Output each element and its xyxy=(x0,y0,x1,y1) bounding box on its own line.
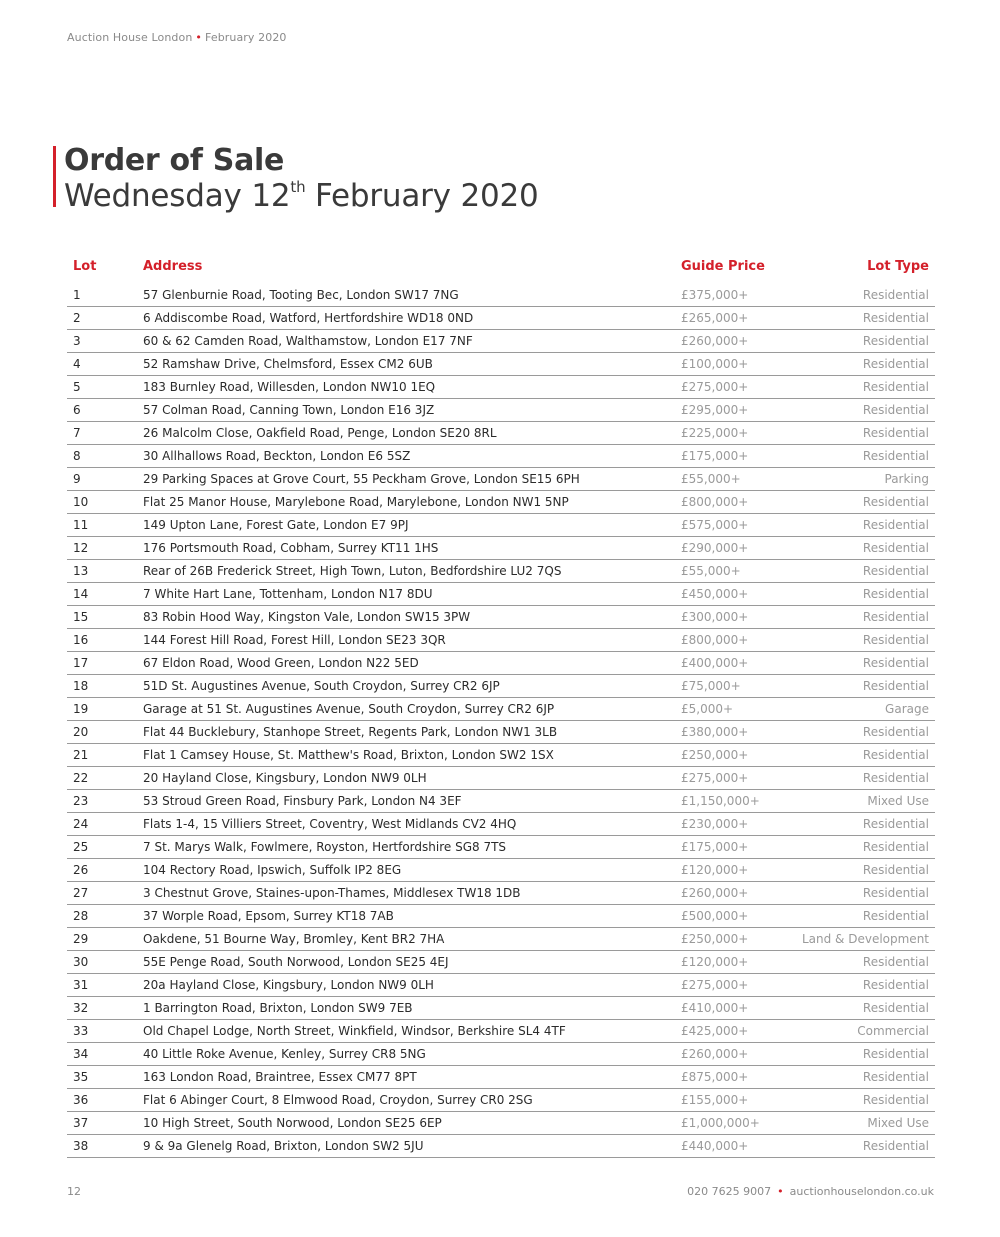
lot-type: Residential xyxy=(801,445,935,468)
lot-address: Flat 6 Abinger Court, 8 Elmwood Road, Croydon, Surrey CR0 2SG xyxy=(143,1089,681,1112)
column-header-guide-price: Guide Price xyxy=(681,259,765,274)
lot-guide-price: £300,000+ xyxy=(681,606,801,629)
lot-address: 6 Addiscombe Road, Watford, Hertfordshire WD18 0ND xyxy=(143,307,681,330)
lot-guide-price: £260,000+ xyxy=(681,330,801,353)
lot-number: 18 xyxy=(67,675,143,698)
lot-number: 24 xyxy=(67,813,143,836)
lot-guide-price: £500,000+ xyxy=(681,905,801,928)
title-block xyxy=(53,143,539,214)
lot-address: 20a Hayland Close, Kingsbury, London NW9 0LH xyxy=(143,974,681,997)
lot-guide-price: £155,000+ xyxy=(681,1089,801,1112)
lot-address: 83 Robin Hood Way, Kingston Vale, London SW15 3PW xyxy=(143,606,681,629)
table-row xyxy=(67,721,935,744)
lot-type: Residential xyxy=(801,583,935,606)
lot-type: Land & Development xyxy=(801,928,935,951)
lot-number: 3 xyxy=(67,330,143,353)
table-row xyxy=(67,836,935,859)
table-row xyxy=(67,422,935,445)
lot-type: Residential xyxy=(801,537,935,560)
lot-type: Residential xyxy=(801,951,935,974)
lot-number: 14 xyxy=(67,583,143,606)
lot-type: Garage xyxy=(801,698,935,721)
lot-guide-price: £290,000+ xyxy=(681,537,801,560)
table-row xyxy=(67,675,935,698)
lot-guide-price: £55,000+ xyxy=(681,468,801,491)
lot-guide-price: £260,000+ xyxy=(681,1043,801,1066)
lot-number: 13 xyxy=(67,560,143,583)
lot-type: Residential xyxy=(801,675,935,698)
lot-number: 10 xyxy=(67,491,143,514)
page-subtitle xyxy=(64,178,539,214)
lot-type: Residential xyxy=(801,330,935,353)
lot-address: 149 Upton Lane, Forest Gate, London E7 9PJ xyxy=(143,514,681,537)
lot-address: 51D St. Augustines Avenue, South Croydon, Surrey CR2 6JP xyxy=(143,675,681,698)
lot-number: 7 xyxy=(67,422,143,445)
lot-type: Commercial xyxy=(801,1020,935,1043)
table-row xyxy=(67,606,935,629)
lot-type: Mixed Use xyxy=(801,1112,935,1135)
table-row xyxy=(67,1020,935,1043)
table-row xyxy=(67,928,935,951)
table-row xyxy=(67,1043,935,1066)
lot-number: 30 xyxy=(67,951,143,974)
lot-address: Garage at 51 St. Augustines Avenue, South Croydon, Surrey CR2 6JP xyxy=(143,698,681,721)
lot-number: 25 xyxy=(67,836,143,859)
lot-address: 53 Stroud Green Road, Finsbury Park, London N4 3EF xyxy=(143,790,681,813)
lot-guide-price: £265,000+ xyxy=(681,307,801,330)
lot-address: 144 Forest Hill Road, Forest Hill, London SE23 3QR xyxy=(143,629,681,652)
lot-guide-price: £1,000,000+ xyxy=(681,1112,801,1135)
lot-number: 36 xyxy=(67,1089,143,1112)
lot-number: 32 xyxy=(67,997,143,1020)
lot-number: 29 xyxy=(67,928,143,951)
lot-type: Residential xyxy=(801,1066,935,1089)
lot-type: Residential xyxy=(801,813,935,836)
lot-address: Oakdene, 51 Bourne Way, Bromley, Kent BR2 7HA xyxy=(143,928,681,951)
table-row xyxy=(67,882,935,905)
subtitle-month-year: February 2020 xyxy=(315,178,539,214)
lot-guide-price: £120,000+ xyxy=(681,951,801,974)
lot-guide-price: £800,000+ xyxy=(681,629,801,652)
lot-guide-price: £275,000+ xyxy=(681,376,801,399)
lot-address: 20 Hayland Close, Kingsbury, London NW9 0LH xyxy=(143,767,681,790)
lot-type: Residential xyxy=(801,514,935,537)
page-number: 12 xyxy=(67,1185,81,1198)
table-row xyxy=(67,997,935,1020)
lot-guide-price: £440,000+ xyxy=(681,1135,801,1158)
lot-address: 7 St. Marys Walk, Fowlmere, Royston, Hertfordshire SG8 7TS xyxy=(143,836,681,859)
table-row xyxy=(67,1112,935,1135)
lot-type: Residential xyxy=(801,859,935,882)
table-row xyxy=(67,767,935,790)
lot-number: 20 xyxy=(67,721,143,744)
table-row xyxy=(67,376,935,399)
lot-number: 21 xyxy=(67,744,143,767)
running-header xyxy=(67,31,287,44)
lot-number: 5 xyxy=(67,376,143,399)
lot-number: 31 xyxy=(67,974,143,997)
table-body xyxy=(67,284,935,1158)
footer-contact xyxy=(687,1185,934,1198)
lot-address: Old Chapel Lodge, North Street, Winkfield, Windsor, Berkshire SL4 4TF xyxy=(143,1020,681,1043)
lot-number: 8 xyxy=(67,445,143,468)
lot-type: Residential xyxy=(801,1135,935,1158)
lot-type: Residential xyxy=(801,307,935,330)
order-of-sale-table xyxy=(67,256,935,1158)
lot-type: Residential xyxy=(801,721,935,744)
table-row xyxy=(67,974,935,997)
lot-address: 1 Barrington Road, Brixton, London SW9 7EB xyxy=(143,997,681,1020)
lot-guide-price: £175,000+ xyxy=(681,445,801,468)
lot-number: 16 xyxy=(67,629,143,652)
lot-type: Residential xyxy=(801,1043,935,1066)
lot-number: 37 xyxy=(67,1112,143,1135)
lot-address: 40 Little Roke Avenue, Kenley, Surrey CR8 5NG xyxy=(143,1043,681,1066)
table-row xyxy=(67,307,935,330)
lot-type: Residential xyxy=(801,353,935,376)
lot-guide-price: £800,000+ xyxy=(681,491,801,514)
table-row xyxy=(67,1135,935,1158)
lot-guide-price: £120,000+ xyxy=(681,859,801,882)
lot-number: 1 xyxy=(67,284,143,307)
footer-phone: 020 7625 9007 xyxy=(687,1185,772,1198)
lot-type: Residential xyxy=(801,606,935,629)
lot-type: Residential xyxy=(801,767,935,790)
lot-guide-price: £275,000+ xyxy=(681,974,801,997)
table-row xyxy=(67,652,935,675)
lot-address: Rear of 26B Frederick Street, High Town, Luton, Bedfordshire LU2 7QS xyxy=(143,560,681,583)
lot-type: Residential xyxy=(801,376,935,399)
lot-address: 10 High Street, South Norwood, London SE25 6EP xyxy=(143,1112,681,1135)
table-row xyxy=(67,629,935,652)
lot-address: 26 Malcolm Close, Oakfield Road, Penge, London SE20 8RL xyxy=(143,422,681,445)
lot-address: 60 & 62 Camden Road, Walthamstow, London E17 7NF xyxy=(143,330,681,353)
lot-type: Residential xyxy=(801,284,935,307)
lot-guide-price: £450,000+ xyxy=(681,583,801,606)
table-row xyxy=(67,744,935,767)
subtitle-weekday: Wednesday 12 xyxy=(64,178,291,214)
table-row xyxy=(67,560,935,583)
lot-guide-price: £225,000+ xyxy=(681,422,801,445)
lot-address: Flat 25 Manor House, Marylebone Road, Marylebone, London NW1 5NP xyxy=(143,491,681,514)
table-row xyxy=(67,514,935,537)
table-header-row xyxy=(67,256,935,284)
table-row xyxy=(67,445,935,468)
page-title: Order of Sale xyxy=(64,143,285,178)
lot-type: Parking xyxy=(801,468,935,491)
table-row xyxy=(67,491,935,514)
table-row xyxy=(67,698,935,721)
table-row xyxy=(67,468,935,491)
lot-guide-price: £250,000+ xyxy=(681,928,801,951)
lot-type: Residential xyxy=(801,997,935,1020)
lot-guide-price: £410,000+ xyxy=(681,997,801,1020)
lot-guide-price: £380,000+ xyxy=(681,721,801,744)
separator-dot-icon: • xyxy=(777,1185,784,1198)
lot-number: 34 xyxy=(67,1043,143,1066)
lot-address: Flats 1-4, 15 Villiers Street, Coventry, West Midlands CV2 4HQ xyxy=(143,813,681,836)
lot-number: 9 xyxy=(67,468,143,491)
lot-type: Residential xyxy=(801,974,935,997)
table-row xyxy=(67,1066,935,1089)
lot-number: 17 xyxy=(67,652,143,675)
table-row xyxy=(67,951,935,974)
lot-guide-price: £5,000+ xyxy=(681,698,801,721)
lot-number: 2 xyxy=(67,307,143,330)
lot-address: 3 Chestnut Grove, Staines-upon-Thames, Middlesex TW18 1DB xyxy=(143,882,681,905)
lot-number: 12 xyxy=(67,537,143,560)
lot-guide-price: £295,000+ xyxy=(681,399,801,422)
table-row xyxy=(67,790,935,813)
lot-address: 183 Burnley Road, Willesden, London NW10 1EQ xyxy=(143,376,681,399)
lot-guide-price: £75,000+ xyxy=(681,675,801,698)
table-row xyxy=(67,905,935,928)
lot-guide-price: £425,000+ xyxy=(681,1020,801,1043)
lot-guide-price: £55,000+ xyxy=(681,560,801,583)
lot-type: Residential xyxy=(801,422,935,445)
table-row xyxy=(67,859,935,882)
lot-number: 35 xyxy=(67,1066,143,1089)
table-row xyxy=(67,330,935,353)
lot-guide-price: £175,000+ xyxy=(681,836,801,859)
lot-address: 67 Eldon Road, Wood Green, London N22 5ED xyxy=(143,652,681,675)
table-row xyxy=(67,284,935,307)
column-header-lot-type: Lot Type xyxy=(867,259,929,274)
lot-guide-price: £250,000+ xyxy=(681,744,801,767)
lot-guide-price: £260,000+ xyxy=(681,882,801,905)
lot-number: 11 xyxy=(67,514,143,537)
lot-guide-price: £230,000+ xyxy=(681,813,801,836)
table-row xyxy=(67,537,935,560)
lot-address: 163 London Road, Braintree, Essex CM77 8PT xyxy=(143,1066,681,1089)
lot-address: 7 White Hart Lane, Tottenham, London N17 8DU xyxy=(143,583,681,606)
column-header-address: Address xyxy=(143,259,203,274)
lot-type: Residential xyxy=(801,905,935,928)
subtitle-ordinal: th xyxy=(290,178,306,196)
lot-number: 23 xyxy=(67,790,143,813)
lot-number: 22 xyxy=(67,767,143,790)
table-row xyxy=(67,353,935,376)
lot-number: 15 xyxy=(67,606,143,629)
lot-number: 6 xyxy=(67,399,143,422)
header-date: February 2020 xyxy=(205,31,287,44)
lot-type: Mixed Use xyxy=(801,790,935,813)
lot-type: Residential xyxy=(801,560,935,583)
lot-number: 26 xyxy=(67,859,143,882)
column-header-lot: Lot xyxy=(73,259,97,274)
lot-address: 176 Portsmouth Road, Cobham, Surrey KT11 1HS xyxy=(143,537,681,560)
lot-address: 57 Colman Road, Canning Town, London E16 3JZ xyxy=(143,399,681,422)
lot-number: 28 xyxy=(67,905,143,928)
lot-type: Residential xyxy=(801,629,935,652)
lot-address: Flat 44 Bucklebury, Stanhope Street, Regents Park, London NW1 3LB xyxy=(143,721,681,744)
lot-number: 27 xyxy=(67,882,143,905)
lot-address: 29 Parking Spaces at Grove Court, 55 Peckham Grove, London SE15 6PH xyxy=(143,468,681,491)
lot-address: 52 Ramshaw Drive, Chelmsford, Essex CM2 6UB xyxy=(143,353,681,376)
lot-guide-price: £400,000+ xyxy=(681,652,801,675)
lot-number: 4 xyxy=(67,353,143,376)
lot-address: 37 Worple Road, Epsom, Surrey KT18 7AB xyxy=(143,905,681,928)
lot-address: 55E Penge Road, South Norwood, London SE25 4EJ xyxy=(143,951,681,974)
publisher-name: Auction House London xyxy=(67,31,193,44)
lot-address: 57 Glenburnie Road, Tooting Bec, London SW17 7NG xyxy=(143,284,681,307)
lot-guide-price: £1,150,000+ xyxy=(681,790,801,813)
lot-type: Residential xyxy=(801,652,935,675)
lot-type: Residential xyxy=(801,882,935,905)
lot-guide-price: £575,000+ xyxy=(681,514,801,537)
lot-address: 9 & 9a Glenelg Road, Brixton, London SW2 5JU xyxy=(143,1135,681,1158)
footer-website: auctionhouselondon.co.uk xyxy=(789,1185,934,1198)
lot-guide-price: £275,000+ xyxy=(681,767,801,790)
separator-dot-icon: • xyxy=(195,31,202,44)
lot-type: Residential xyxy=(801,491,935,514)
lot-number: 38 xyxy=(67,1135,143,1158)
table-row xyxy=(67,399,935,422)
lot-guide-price: £100,000+ xyxy=(681,353,801,376)
lot-type: Residential xyxy=(801,744,935,767)
lot-type: Residential xyxy=(801,399,935,422)
lot-address: Flat 1 Camsey House, St. Matthew's Road, Brixton, London SW2 1SX xyxy=(143,744,681,767)
table-row xyxy=(67,1089,935,1112)
table-row xyxy=(67,583,935,606)
lot-guide-price: £875,000+ xyxy=(681,1066,801,1089)
lot-type: Residential xyxy=(801,836,935,859)
lot-number: 33 xyxy=(67,1020,143,1043)
table-row xyxy=(67,813,935,836)
lot-guide-price: £375,000+ xyxy=(681,284,801,307)
lot-address: 104 Rectory Road, Ipswich, Suffolk IP2 8EG xyxy=(143,859,681,882)
lot-address: 30 Allhallows Road, Beckton, London E6 5SZ xyxy=(143,445,681,468)
lot-number: 19 xyxy=(67,698,143,721)
lot-type: Residential xyxy=(801,1089,935,1112)
